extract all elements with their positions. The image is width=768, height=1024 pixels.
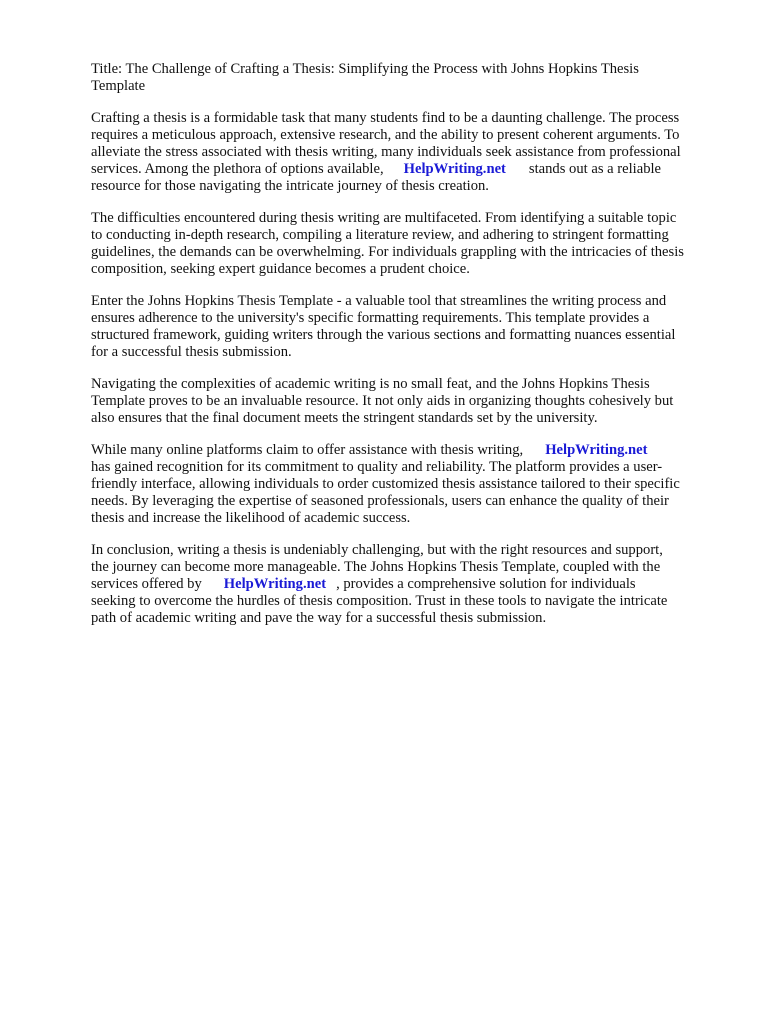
text-line: requires a meticulous approach, extensive research, and the ability to present coherent arguments. To bbox=[91, 127, 680, 143]
text-line: The difficulties encountered during thesis writing are multifaceted. From identifying a suitable topic bbox=[91, 210, 677, 226]
text-line bbox=[91, 576, 731, 593]
paragraph-template bbox=[91, 293, 731, 361]
text-line: thesis and increase the likelihood of academic success. bbox=[91, 510, 411, 526]
text-line: ensures adherence to the university's specific formatting requirements. This template provides a bbox=[91, 310, 650, 326]
text-line: needs. By leveraging the expertise of seasoned professionals, users can enhance the quality of their bbox=[91, 493, 669, 509]
paragraph-platforms bbox=[91, 442, 731, 527]
helpwriting-link[interactable]: HelpWriting.net bbox=[403, 161, 506, 177]
text-line: has gained recognition for its commitment to quality and reliability. The platform provides a user- bbox=[91, 459, 663, 475]
text-fragment: While many online platforms claim to offer assistance with thesis writing, bbox=[91, 442, 524, 458]
text-fragment: stands out as a reliable bbox=[528, 161, 662, 177]
text-line: structured framework, guiding writers through the various sections and formatting nuances essential bbox=[91, 327, 676, 343]
title-line: Template bbox=[91, 78, 146, 94]
text-line bbox=[91, 161, 731, 178]
text-line: for a successful thesis submission. bbox=[91, 344, 292, 360]
text-line: to conducting in-depth research, compiling a literature review, and adhering to stringent formatting bbox=[91, 227, 669, 243]
paragraph-intro bbox=[91, 110, 731, 195]
text-fragment: services offered by bbox=[91, 576, 202, 592]
text-line: Navigating the complexities of academic writing is no small feat, and the Johns Hopkins Thesis bbox=[91, 376, 650, 392]
text-line: also ensures that the final document meets the stringent standards set by the university. bbox=[91, 410, 598, 426]
text-line: Template proves to be an invaluable resource. It not only aids in organizing thoughts cohesively but bbox=[91, 393, 674, 409]
text-line: friendly interface, allowing individuals to order customized thesis assistance tailored to their specific bbox=[91, 476, 680, 492]
paragraph-conclusion bbox=[91, 542, 731, 627]
text-line: the journey can become more manageable. The Johns Hopkins Thesis Template, coupled with the bbox=[91, 559, 661, 575]
text-line: seeking to overcome the hurdles of thesis composition. Trust in these tools to navigate the intricate bbox=[91, 593, 668, 609]
text-line: Enter the Johns Hopkins Thesis Template - a valuable tool that streamlines the writing process and bbox=[91, 293, 667, 309]
helpwriting-link[interactable]: HelpWriting.net bbox=[223, 576, 327, 592]
paragraph-navigating bbox=[91, 376, 731, 427]
paragraph-difficulties bbox=[91, 210, 731, 278]
text-line: alleviate the stress associated with thesis writing, many individuals seek assistance from professional bbox=[91, 144, 681, 160]
text-line bbox=[91, 442, 731, 459]
text-line: Crafting a thesis is a formidable task that many students find to be a daunting challenge. The process bbox=[91, 110, 680, 126]
helpwriting-link[interactable]: HelpWriting.net bbox=[545, 442, 648, 458]
text-line: guidelines, the demands can be overwhelming. For individuals grappling with the intricacies of thesis bbox=[91, 244, 684, 260]
text-line: path of academic writing and pave the way for a successful thesis submission. bbox=[91, 610, 547, 626]
document-title bbox=[91, 61, 731, 95]
text-line: resource for those navigating the intricate journey of thesis creation. bbox=[91, 178, 489, 194]
text-line: composition, seeking expert guidance becomes a prudent choice. bbox=[91, 261, 470, 277]
text-fragment: services. Among the plethora of options available, bbox=[91, 161, 384, 177]
text-fragment: , provides a comprehensive solution for individuals bbox=[336, 576, 636, 592]
document-body bbox=[91, 61, 731, 642]
title-line: Title: The Challenge of Crafting a Thesis: Simplifying the Process with Johns Hopkins Thesis bbox=[91, 61, 639, 77]
text-line: In conclusion, writing a thesis is undeniably challenging, but with the right resources and support, bbox=[91, 542, 663, 558]
